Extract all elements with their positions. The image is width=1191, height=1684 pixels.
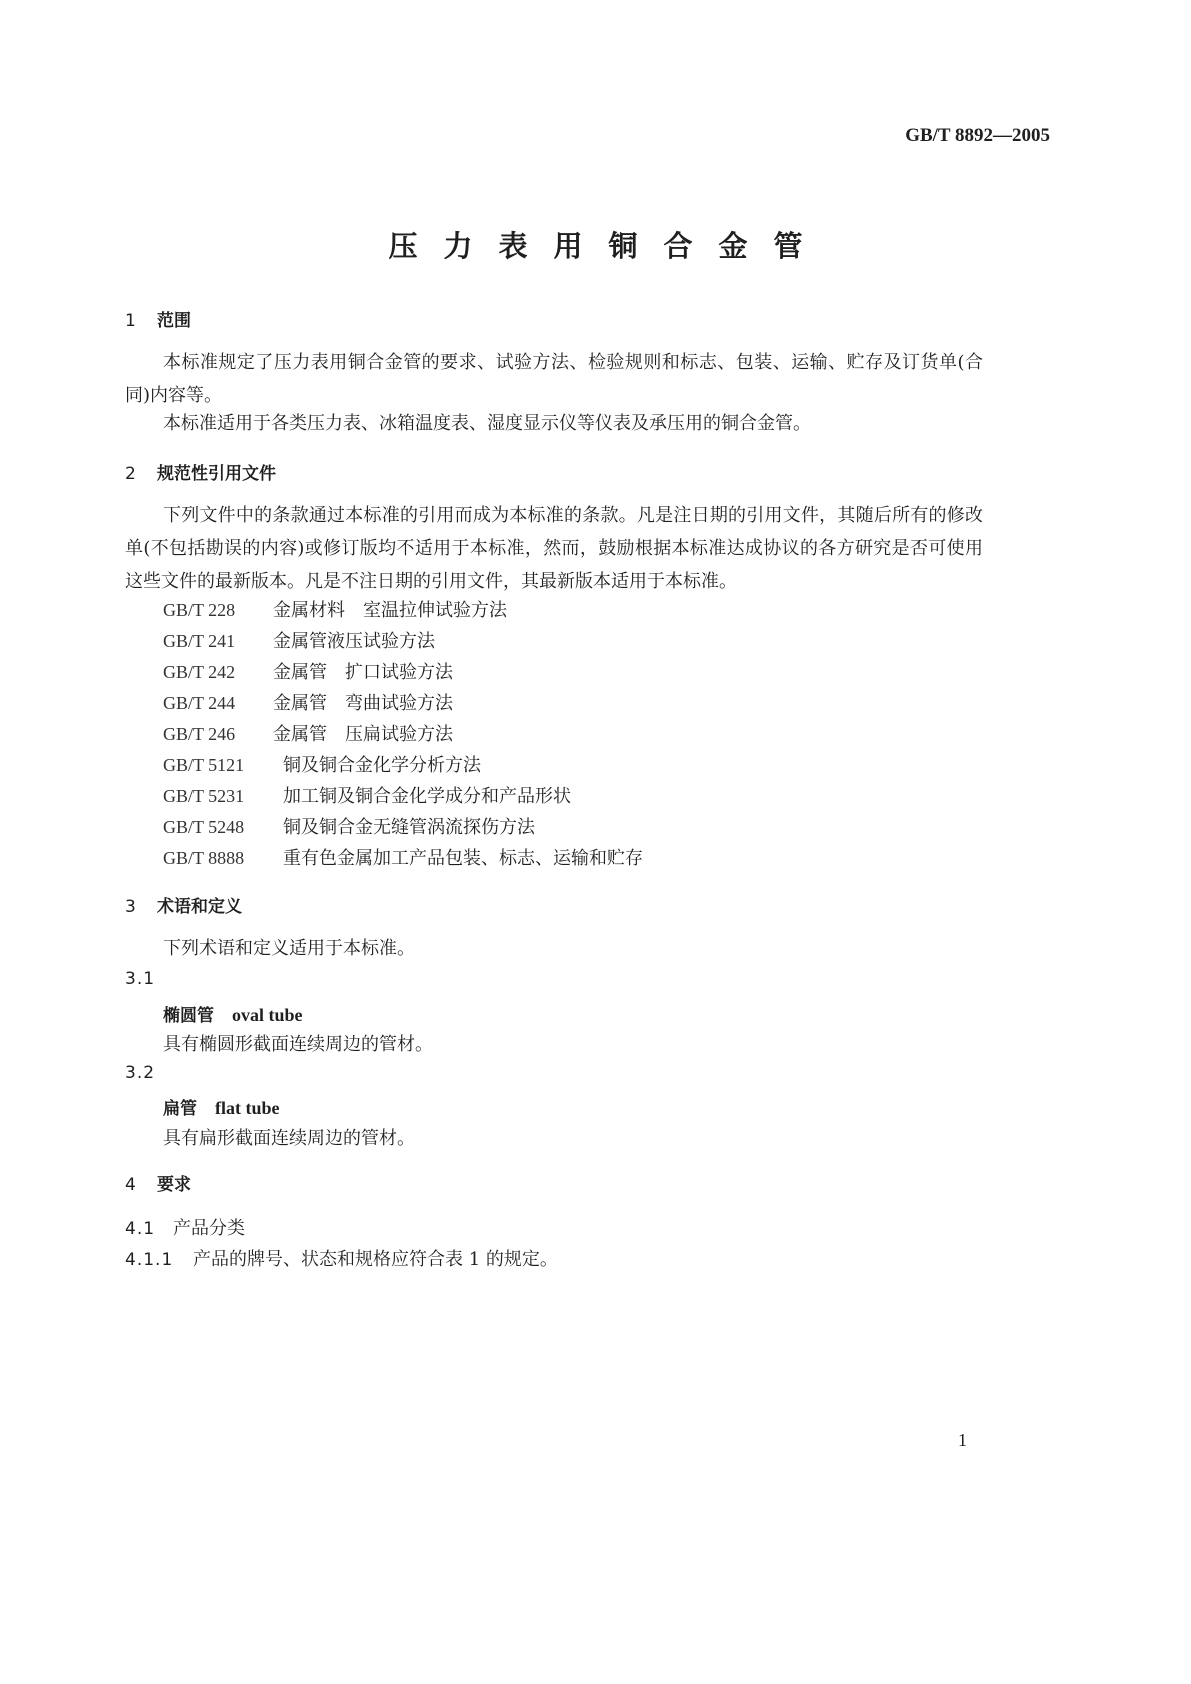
- section-number: 3: [125, 897, 136, 917]
- term-entry: [163, 1094, 280, 1119]
- term-english: oval tube: [232, 1005, 303, 1025]
- subsection-text: 产品的牌号、状态和规格应符合表 1 的规定。: [193, 1249, 558, 1270]
- subsection-4-1-1: [125, 1245, 558, 1271]
- reference-title: 铜及铜合金无缝管涡流探伤方法: [283, 817, 535, 838]
- reference-title: 金属管 弯曲试验方法: [273, 693, 453, 714]
- reference-code: GB/T 5231: [163, 786, 245, 806]
- reference-code: GB/T 5121: [163, 755, 245, 775]
- section-title: 规范性引用文件: [157, 464, 276, 484]
- section-3-heading: [125, 892, 242, 917]
- reference-title: 金属管液压试验方法: [273, 631, 435, 652]
- reference-code: GB/T 241: [163, 631, 236, 651]
- reference-code: GB/T 8888: [163, 848, 245, 868]
- section-1-heading: [125, 306, 191, 331]
- term-chinese: 椭圆管: [163, 1006, 214, 1026]
- reference-item: [163, 782, 571, 808]
- reference-item: [163, 658, 453, 684]
- term-number: 3.2: [125, 1063, 156, 1083]
- term-english: flat tube: [215, 1098, 280, 1118]
- term-definition: 具有椭圆形截面连续周边的管材。: [163, 1034, 433, 1055]
- section-title: 范围: [157, 311, 191, 331]
- section-title: 术语和定义: [157, 897, 242, 917]
- reference-title: 加工铜及铜合金化学成分和产品形状: [283, 786, 571, 807]
- reference-title: 金属材料 室温拉伸试验方法: [273, 600, 507, 621]
- section-2-heading: [125, 459, 276, 484]
- subsection-title: 产品分类: [173, 1218, 245, 1239]
- section-number: 2: [125, 464, 136, 484]
- document-title: 压力表用铜合金管: [388, 229, 829, 263]
- term-number: 3.1: [125, 969, 156, 989]
- reference-item: [163, 596, 507, 622]
- reference-code: GB/T 242: [163, 662, 236, 682]
- subsection-number: 4.1: [125, 1219, 156, 1239]
- reference-title: 金属管 压扁试验方法: [273, 724, 453, 745]
- section-1-paragraph-1: 本标准规定了压力表用铜合金管的要求、试验方法、检验规则和标志、包装、运输、贮存及订货单(合同)内容等。: [125, 352, 983, 406]
- section-number: 4: [125, 1175, 136, 1195]
- page-number: 1: [958, 1430, 967, 1450]
- reference-item: [163, 720, 453, 746]
- reference-item: [163, 627, 435, 653]
- term-entry: [163, 1001, 303, 1026]
- reference-item: [163, 751, 481, 777]
- section-title: 要求: [157, 1175, 191, 1195]
- reference-item: [163, 813, 535, 839]
- reference-title: 重有色金属加工产品包装、标志、运输和贮存: [283, 848, 643, 869]
- section-1-paragraph-2: 本标准适用于各类压力表、冰箱温度表、湿度显示仪等仪表及承压用的铜合金管。: [163, 413, 811, 434]
- section-3-intro: 下列术语和定义适用于本标准。: [163, 938, 415, 959]
- reference-item: [163, 844, 643, 870]
- reference-code: GB/T 5248: [163, 817, 245, 837]
- reference-code: GB/T 244: [163, 693, 236, 713]
- term-definition: 具有扁形截面连续周边的管材。: [163, 1128, 415, 1149]
- section-number: 1: [125, 311, 136, 331]
- section-4-heading: [125, 1170, 191, 1195]
- reference-code: GB/T 246: [163, 724, 236, 744]
- term-chinese: 扁管: [163, 1099, 197, 1119]
- subsection-4-1: [125, 1214, 245, 1240]
- section-2-intro: 下列文件中的条款通过本标准的引用而成为本标准的条款。凡是注日期的引用文件，其随后所有的修改单(不包括勘误的内容)或修订版均不适用于本标准，然而，鼓励根据本标准达成协议的各方研究是否可使用这些文件的最新版本。凡是不注日期的引用文件，其最新版本适用于本标准。: [125, 505, 983, 592]
- reference-title: 金属管 扩口试验方法: [273, 662, 453, 683]
- reference-item: [163, 689, 453, 715]
- reference-code: GB/T 228: [163, 600, 236, 620]
- reference-title: 铜及铜合金化学分析方法: [283, 755, 481, 776]
- standard-code: GB/T 8892—2005: [905, 125, 1050, 146]
- subsection-number: 4.1.1: [125, 1250, 174, 1270]
